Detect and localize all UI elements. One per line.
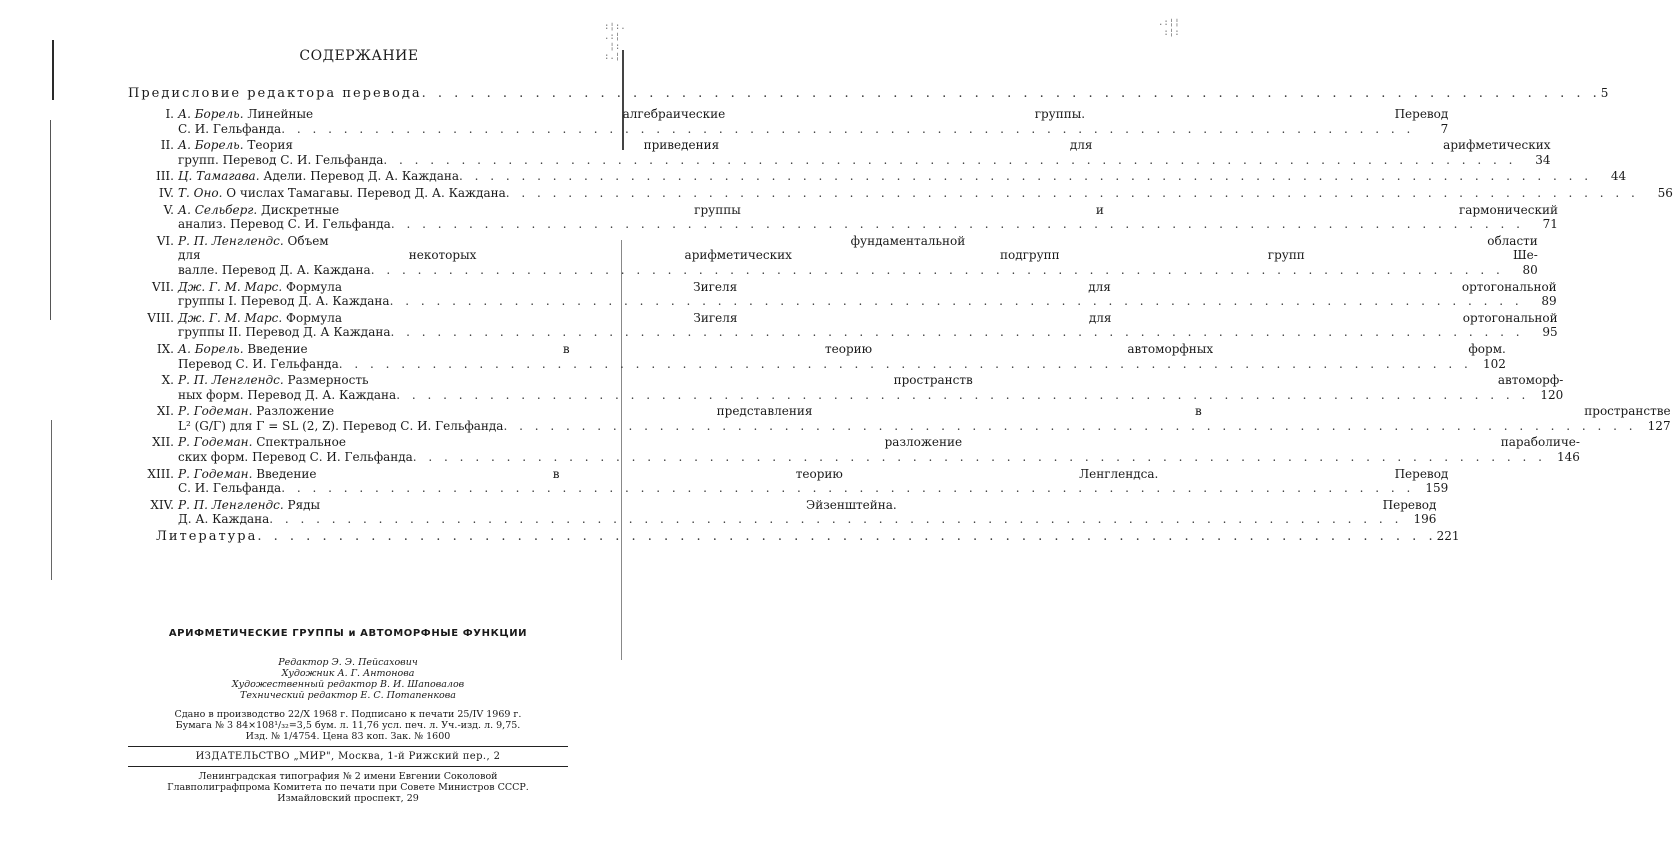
page-number: 221 <box>1436 529 1460 544</box>
entry-author: Т. Оно. <box>178 185 223 200</box>
literature-label: Литература <box>156 529 258 545</box>
entry-text-line: группы I. Перевод Д. А. Каждана <box>178 294 390 309</box>
book-title: АРИФМЕТИЧЕСКИЕ ГРУППЫ и АВТОМОРФНЫЕ ФУНКЦИИ <box>168 628 528 639</box>
entry-number: X. <box>161 373 174 388</box>
entry-text-line: L² (G/Γ) для Γ = SL (2, Z). Перевод С. И. Гельфанда <box>178 418 504 433</box>
toc-entries <box>128 107 1673 527</box>
toc-entry <box>128 233 1538 278</box>
entry-text-line: Введение в теорию автоморфных форм. <box>247 341 1506 356</box>
credits-block <box>128 657 568 701</box>
entry-number: VII. <box>152 279 174 294</box>
entry-text-line: валле. Перевод Д. А. Каждана <box>178 262 371 277</box>
entry-author: Р. П. Ленглендс. <box>178 373 284 388</box>
toc-entry <box>128 466 1449 496</box>
entry-author: Р. П. Ленглендс. <box>178 233 284 248</box>
entry-text-line: Разложение представления в пространстве <box>256 404 1671 419</box>
entry-number: I. <box>165 107 174 121</box>
printer-block <box>128 771 568 804</box>
dot-leader <box>413 450 1546 465</box>
scan-border-left <box>51 420 52 580</box>
toc-title: СОДЕРЖАНИЕ <box>299 48 419 64</box>
entry-text-line: Адели. Перевод Д. А. Каждана <box>263 169 459 184</box>
entry-text-line: Формула Зигеля для ортогональной <box>286 279 1557 294</box>
toc-entry <box>128 202 1558 232</box>
page-number: 7 <box>1440 121 1449 136</box>
toc-entry <box>128 404 1671 433</box>
page-number: 127 <box>1647 418 1671 433</box>
entry-number: IX. <box>156 341 174 356</box>
entry-text-line: групп. Перевод С. И. Гельфанда <box>178 152 384 167</box>
dot-leader <box>339 357 1472 372</box>
dot-leader <box>371 263 1504 278</box>
dot-leader <box>391 217 1524 232</box>
entry-number: III. <box>155 169 174 184</box>
toc-page <box>128 48 1673 545</box>
entry-author: А. Борель. <box>178 107 244 121</box>
entry-text-line: Ряды Эйзенштейна. Перевод <box>287 497 1437 512</box>
toc-entry <box>128 310 1558 340</box>
credit-line: Редактор Э. Э. Пейсахович <box>278 657 418 668</box>
toc-entry <box>128 185 1673 201</box>
printer-line: Ленинградская типография № 2 имени Евгении Соколовой <box>198 771 498 782</box>
dot-leader <box>269 512 1402 527</box>
credit-line: Художник А. Г. Антонова <box>281 668 415 679</box>
entry-number: XI. <box>156 404 174 419</box>
scan-noise: .:¦¦ :¦: <box>1158 18 1180 38</box>
page-number: 5 <box>1600 86 1609 100</box>
entry-author: Ц. Тамагава. <box>178 169 260 184</box>
entry-text-line: группы II. Перевод Д. А Каждана <box>178 325 391 340</box>
preface-label: Предисловие редактора перевода <box>128 86 422 101</box>
entry-author: Дж. Г. М. Марс. <box>178 279 283 294</box>
dot-leader <box>459 169 1592 184</box>
toc-entry <box>128 138 1551 167</box>
entry-author: А. Борель. <box>178 138 244 153</box>
toc-entry <box>128 497 1437 527</box>
entry-text-line: Теория приведения для арифметических <box>247 138 1551 153</box>
entry-number: XIII. <box>147 466 174 481</box>
page-number: 159 <box>1425 481 1449 496</box>
entry-text-line: Формула Зигеля для ортогональной <box>286 310 1558 325</box>
page-number: 196 <box>1413 512 1437 527</box>
entry-author: А. Сельберг. <box>178 202 258 217</box>
entry-text-line: ных форм. Перевод Д. А. Каждана <box>178 387 397 402</box>
colophon <box>128 628 568 804</box>
entry-text-line: Объем фундаментальной области <box>287 233 1538 248</box>
entry-text-line: Дискретные группы и гармонический <box>261 202 1558 217</box>
page-number: 71 <box>1542 217 1558 232</box>
entry-number: II. <box>160 138 174 153</box>
divider <box>128 766 568 767</box>
page-number: 120 <box>1540 387 1564 402</box>
publisher-line: ИЗДАТЕЛЬСТВО „МИР", Москва, 1-й Рижский пер., 2 <box>195 751 501 762</box>
toc-preface-row <box>128 86 1609 101</box>
entry-text-line: О числах Тамагавы. Перевод Д. А. Каждана <box>226 185 506 200</box>
divider <box>128 746 568 747</box>
toc-entry <box>128 341 1506 371</box>
dot-leader <box>396 388 1529 403</box>
credit-line: Технический редактор Е. С. Потапенкова <box>240 690 456 701</box>
scan-border-left <box>52 40 54 100</box>
dot-leader <box>391 325 1524 340</box>
entry-text-line: Линейные алгебраические группы. Перевод <box>247 107 1449 121</box>
dot-leader <box>383 153 1516 168</box>
entry-text-line: ских форм. Перевод С. И. Гельфанда <box>178 450 413 465</box>
entry-number: XII. <box>152 435 174 450</box>
dot-leader <box>281 122 1414 137</box>
entry-author: Р. П. Ленглендс. <box>178 497 284 512</box>
entry-text-line: Введение в теорию Ленглендса. Перевод <box>256 466 1449 481</box>
scan-noise: :¦:. .:¦ ¦: :.¦ <box>604 22 626 62</box>
page-number: 89 <box>1541 294 1557 309</box>
printer-line: Главполиграфпрома Комитета по печати при Совете Министров СССР. <box>167 782 529 793</box>
toc-entry <box>128 107 1449 136</box>
entry-text-line: Спектральное разложение параболиче- <box>256 435 1580 450</box>
credit-line: Художественный редактор В. И. Шаповалов <box>231 679 465 690</box>
entry-number: XIV. <box>150 497 174 512</box>
print-info-line: Сдано в производство 22/X 1968 г. Подписано к печати 25/IV 1969 г. <box>174 709 522 720</box>
entry-author: Р. Годеман. <box>178 435 253 450</box>
print-info-block <box>128 709 568 742</box>
toc-entry <box>128 373 1564 402</box>
page-number: 80 <box>1522 262 1538 277</box>
entry-number: V. <box>163 202 174 217</box>
page-number: 102 <box>1482 356 1506 371</box>
entry-text-line: анализ. Перевод С. И. Гельфанда <box>178 217 391 232</box>
entry-text-line: С. И. Гельфанда <box>178 481 282 496</box>
entry-text-line: Размерность пространств автоморф- <box>287 373 1564 388</box>
entry-text-line: Д. А. Каждана <box>178 512 270 527</box>
dot-leader <box>503 419 1636 434</box>
entry-text-line: Перевод С. И. Гельфанда <box>178 356 339 371</box>
page-number: 95 <box>1542 325 1558 340</box>
entry-author: Р. Годеман. <box>178 404 253 419</box>
page-number: 34 <box>1535 152 1551 167</box>
scan-border-left <box>50 120 51 320</box>
entry-number: IV. <box>158 185 174 200</box>
entry-author: Дж. Г. М. Марс. <box>178 310 283 325</box>
page-number: 146 <box>1557 450 1580 465</box>
printer-line: Измайловский проспект, 29 <box>277 793 419 804</box>
dot-leader <box>506 186 1639 201</box>
entry-text-line: С. И. Гельфанда <box>178 121 282 136</box>
page-number: 44 <box>1610 169 1627 184</box>
print-info-line: Изд. № 1/4754. Цена 83 коп. Зак. № 1600 <box>245 731 451 742</box>
dot-leader <box>390 294 1523 309</box>
entry-number: VIII. <box>147 310 174 325</box>
dot-leader <box>422 86 1601 101</box>
entry-author: А. Борель. <box>178 341 244 356</box>
toc-literature-row <box>128 529 1460 545</box>
toc-entry <box>128 169 1627 184</box>
page-number: 56 <box>1657 185 1673 200</box>
entry-author: Р. Годеман. <box>178 466 253 481</box>
entry-text-line: для некоторых арифметических подгрупп групп Ше- <box>178 248 1538 263</box>
dot-leader <box>281 481 1414 496</box>
dot-leader <box>257 529 1436 544</box>
toc-entry <box>128 279 1557 309</box>
toc-entry <box>128 435 1580 465</box>
entry-number: VI. <box>156 233 174 248</box>
print-info-line: Бумага № 3 84×108¹/₃₂=3,5 бум. л. 11,76 усл. печ. л. Уч.-изд. л. 9,75. <box>175 720 521 731</box>
